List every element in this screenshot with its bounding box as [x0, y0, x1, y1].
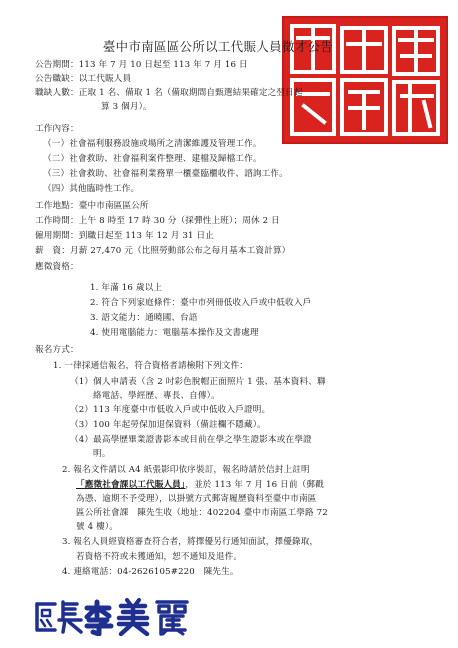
official-seal [282, 16, 448, 144]
job-title-line: 公告職缺：以工代賑人員 [35, 74, 132, 84]
employment-period-line: 僱用期間：到職日起至 113 年 12 月 31 日止 [35, 231, 215, 241]
vacancy-count-line: 職缺人數：正取 1 名、備取 1 名（備取期間自甄選結果確定之翌日起 [35, 88, 303, 98]
qualification-item: 3. 語文能力：通曉國、台語 [90, 313, 198, 323]
application-intro: 1. 一律採通信報名，符合資格者請檢附下列文件： [53, 361, 249, 371]
qualification-item: 2. 符合下列家庭條件：臺中市列冊低收入戶或中低收入戶 [90, 298, 312, 308]
application-doc: （3）100 年起勞保加退保資料（備註欄不隱藏）。 [70, 420, 266, 430]
work-place-line: 工作地點：臺中市南區區公所 [35, 201, 149, 211]
application-doc-cont: 絡電話、學經歷、專長、自傳）。 [93, 391, 220, 401]
application-item-2-cont: 區公所社會課 陳先生收（地址：402204 臺中市南區工學路 72 [76, 508, 328, 518]
work-hours-line: 工作時間：上午 8 時至 17 時 30 分（採彈性上班）；周休 2 日 [35, 216, 280, 226]
salary-line: 薪 資：月薪 27,470 元（比照勞動部公布之每月基本工資計算） [35, 246, 291, 256]
work-item: （三）社會救助、社會福利業務單一櫃臺臨櫃收件、諮詢工作。 [43, 169, 288, 179]
announcement-period: 公告期間：113 年 7 月 10 日起至 113 年 7 月 16 日 [35, 60, 248, 70]
application-doc: （4）最高學歷畢業證書影本或目前在學之學生證影本或在學證 [70, 435, 312, 445]
application-doc: （2）113 年度臺中市低收入戶或中低收入戶證明。 [70, 405, 271, 415]
emphasized-title: 「應徵社會課以工代賑人員」 [76, 480, 186, 490]
application-item-3-cont: 若資格不符或未獲通知，恕不通知及退件。 [76, 552, 243, 562]
signature-brush-icon [33, 596, 233, 636]
application-item-2-cont: 「應徵社會課以工代賑人員」，並於 113 年 7 月 16 日前（郵戳 [76, 480, 324, 490]
application-item-2: 2. 報名文件請以 A4 紙張影印依序裝訂，報名時請於信封上註明 [62, 465, 310, 475]
signature [33, 596, 233, 636]
page-title: 臺中市南區區公所以工代賑人員徵才公告 [102, 39, 334, 54]
application-item-3: 3. 報名人員經資格審查符合者，將擇優另行通知面試，擇優錄取， [62, 537, 319, 547]
qualification-item: 1. 年滿 16 歲以上 [90, 283, 163, 293]
work-item: （四）其他臨時性工作。 [43, 184, 140, 194]
qualification-item: 4. 使用電腦能力：電腦基本操作及文書處理 [90, 328, 259, 338]
application-doc: （1）個人申請表（含 2 吋彩色脫帽正面照片 1 張、基本資料、聯 [70, 377, 326, 387]
qualifications-label: 應徵資格： [35, 262, 79, 272]
application-item-2-cont: 號 4 樓）。 [76, 522, 119, 532]
application-item-2-cont: 為憑、逾期不予受理），以掛號方式郵寄履歷資料至臺中市南區 [76, 494, 317, 504]
vacancy-count-line-cont: 算 3 個月）。 [101, 102, 152, 112]
work-item: （一）社會福利服務設施或場所之清潔維護及管理工作。 [43, 139, 262, 149]
application-label: 報名方式： [35, 345, 79, 355]
contact-phone-line: 4. 連絡電話：04-2626105#220 陳先生。 [62, 567, 239, 577]
work-item: （二）社會救助、社會福利案件整理、建檔及歸檔工作。 [43, 154, 262, 164]
work-content-label: 工作內容： [35, 124, 79, 134]
application-doc-cont: 明。 [93, 449, 111, 459]
